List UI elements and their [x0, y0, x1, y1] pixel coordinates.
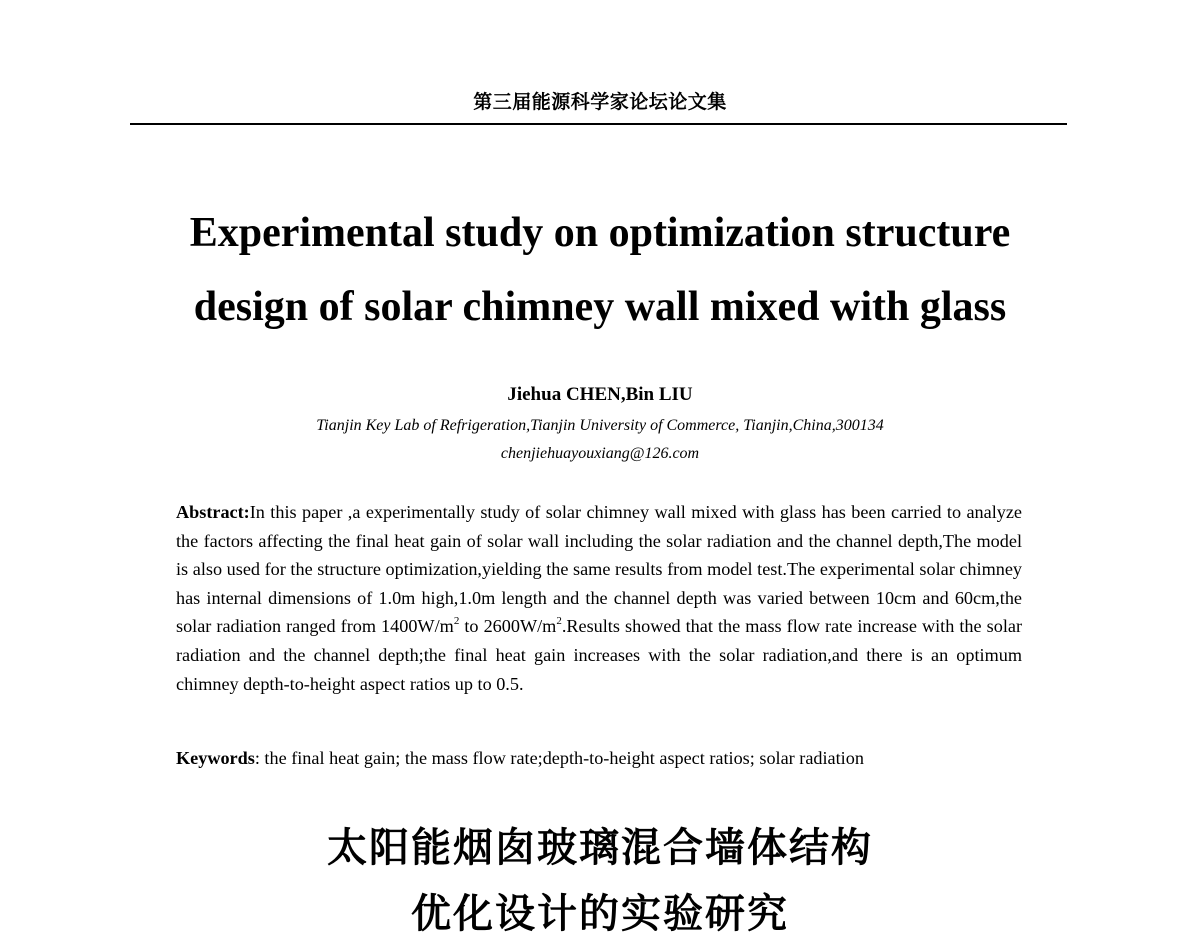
keywords-text: the final heat gain; the mass flow rate;depth-to-height aspect ratios; solar radiation	[259, 748, 864, 768]
abstract-text-part-2: to 2600W/m	[459, 616, 557, 637]
author-email: chenjiehuayouxiang@126.com	[500, 445, 700, 462]
abstract-superscript-2: 2	[556, 615, 562, 628]
abstract-text-part-1: In this paper ,a experimentally study of solar chimney wall mixed with glass has been carried to analyze the factors affecting the final heat gain of solar wall including the solar radiation and the channel depth,The model is also used for the structure optimization,yielding the same results from model test.The experimental solar chimney has internal dimensions of 1.0m high,1.0m length and the channel depth was varied between 10cm and 60cm,the solar radiation ranged from 1400W/m	[176, 502, 1022, 637]
paper-title-line-2: design of solar chimney wall mixed with glass	[193, 284, 1007, 330]
keywords-label: Keywords	[176, 748, 255, 768]
abstract	[176, 498, 1022, 698]
paper-title	[100, 196, 1100, 344]
chinese-title	[0, 815, 1200, 941]
affiliation: Tianjin Key Lab of Refrigeration,Tianjin University of Commerce, Tianjin,China,300134	[316, 417, 884, 434]
abstract-text-part-3: .Results showed that the mass flow rate increase with the solar radiation and the channel depth;the final heat gain increases with the solar radiation,and there is an optimum chimney depth-to-height aspect ratios up to 0.5.	[176, 616, 1023, 694]
abstract-superscript-1: 2	[453, 615, 460, 628]
paper-title-line-1: Experimental study on optimization structure	[189, 210, 1011, 256]
keywords	[176, 744, 1022, 772]
chinese-title-line-2: 优化设计的实验研究	[411, 891, 789, 937]
header-rule	[130, 123, 1067, 125]
running-header: 第三届能源科学家论坛论文集	[473, 91, 727, 113]
chinese-title-line-1: 太阳能烟囱玻璃混合墙体结构	[327, 825, 873, 871]
keywords-colon: :	[254, 748, 260, 768]
authors: Jiehua CHEN,Bin LIU	[507, 384, 693, 405]
abstract-label: Abstract:	[176, 502, 250, 522]
